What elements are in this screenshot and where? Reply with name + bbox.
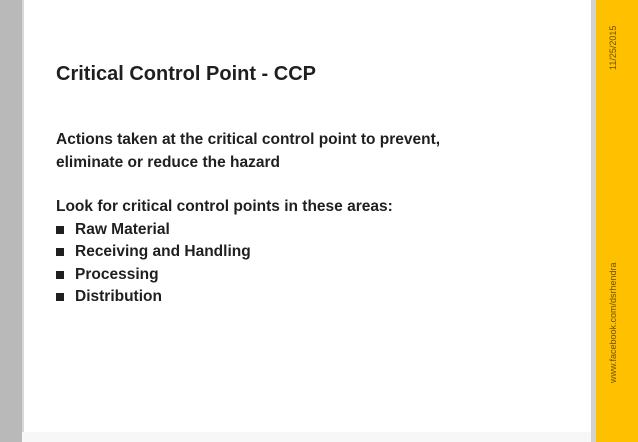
bullet-label: Distribution <box>75 288 162 305</box>
left-band-edge <box>22 0 24 442</box>
slide-title: Critical Control Point - CCP <box>56 63 316 85</box>
facebook-url[interactable]: www.facebook.com/dsrhendra <box>608 262 618 383</box>
paragraph-spacer <box>56 174 576 196</box>
bullet-item <box>56 241 576 264</box>
left-decorative-band <box>0 0 22 442</box>
bullet-label: Processing <box>75 265 159 283</box>
square-bullet-icon <box>56 248 64 256</box>
bullet-list <box>56 219 576 309</box>
square-bullet-icon <box>56 293 64 301</box>
body-line-2: eliminate or reduce the hazard <box>56 153 280 171</box>
bullet-label: Raw Material <box>75 220 170 238</box>
bullet-label: Receiving and Handling <box>75 243 251 260</box>
square-bullet-icon <box>56 226 64 234</box>
slide-body <box>56 129 576 309</box>
list-intro: Look for critical control points in these areas: <box>56 198 393 215</box>
body-line-1: Actions taken at the critical control point to prevent, <box>56 131 441 148</box>
square-bullet-icon <box>56 271 64 279</box>
bullet-item <box>56 264 576 287</box>
bullet-item <box>56 286 576 309</box>
slide-date: 11/25/2015 <box>608 25 618 70</box>
bottom-strip <box>22 432 591 442</box>
bullet-item <box>56 219 576 242</box>
